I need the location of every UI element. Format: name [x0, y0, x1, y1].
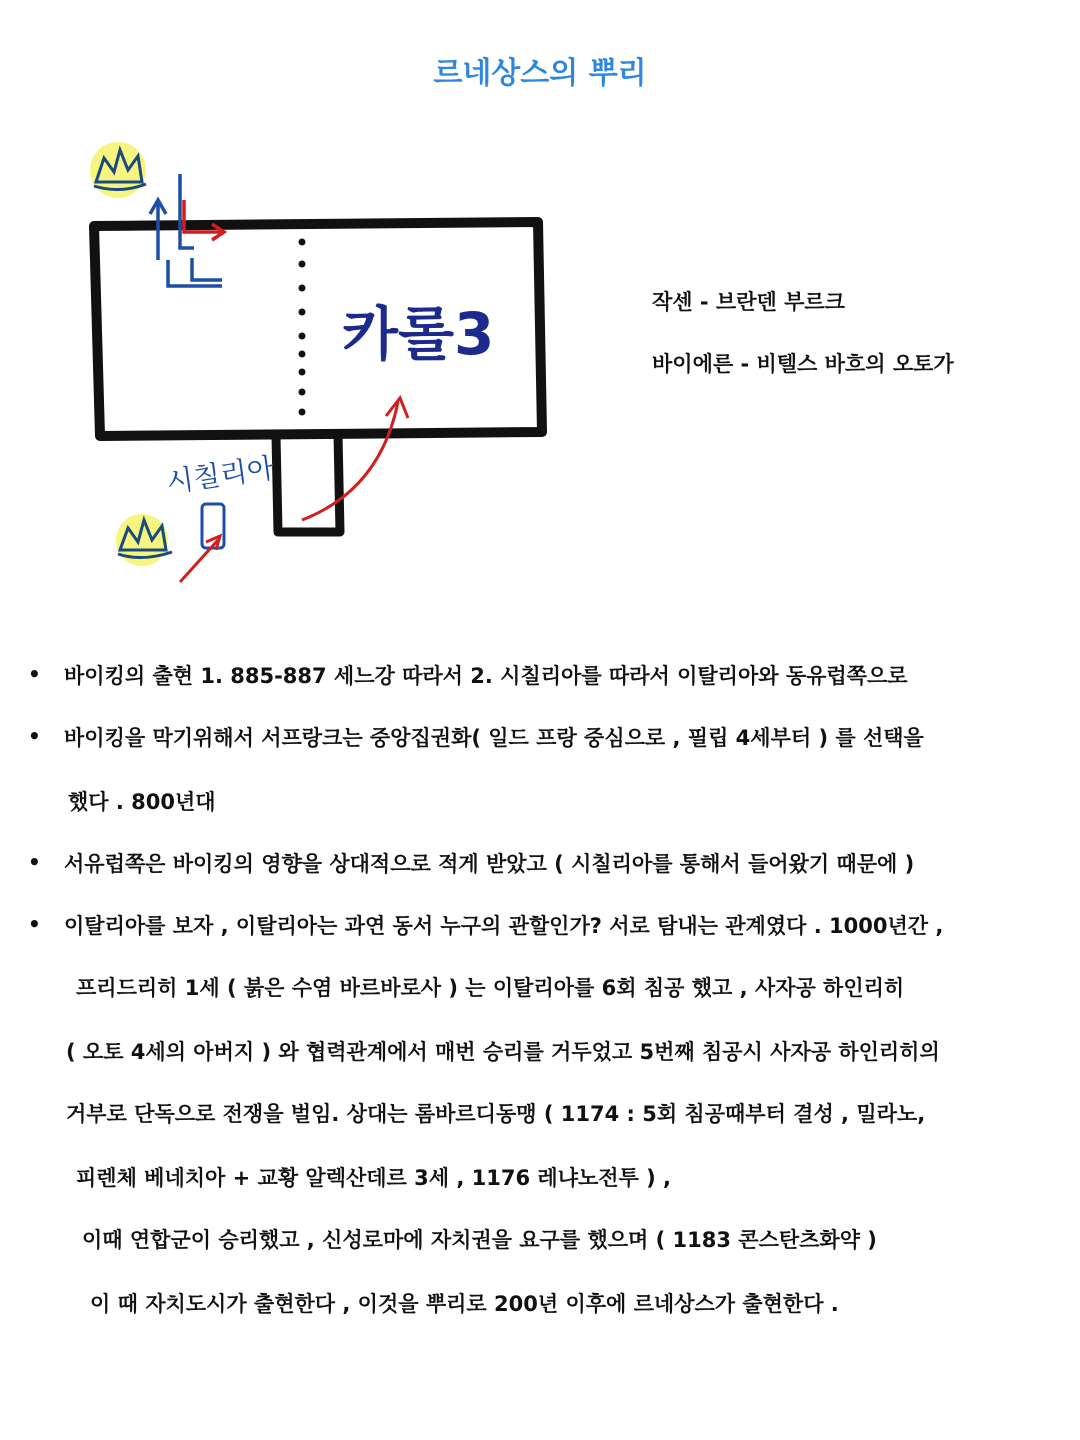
- bullet-dot: •: [28, 724, 41, 748]
- bullet-dot: •: [28, 850, 41, 874]
- note-bavaria: 바이에른 - 비텔스 바흐의 오토가: [652, 352, 954, 376]
- bullet-line: 이탈리아를 보자 , 이탈리아는 과연 동서 누구의 관할인가? 서로 탐내는 관계였다 . 1000년간 ,: [64, 914, 944, 938]
- bullet-line: 거부로 단독으로 전쟁을 벌임. 상대는 롬바르디동맹 ( 1174 : 5회 침공때부터 결성 , 밀라노,: [66, 1102, 926, 1126]
- page-title: 르네상스의 뿌리: [433, 56, 647, 91]
- bullet-line: 했다 . 800년대: [68, 790, 216, 814]
- bullet-line: 바이킹의 출현 1. 885-887 세느강 따라서 2. 시칠리아를 따라서 이탈리아와 동유럽쪽으로: [64, 664, 908, 688]
- bullet-line: 피렌체 베네치아 + 교황 알렉산데르 3세 , 1176 레냐노전투 ) ,: [76, 1166, 672, 1190]
- crown-icon-top: [90, 142, 146, 198]
- crown-icon-bottom: [116, 514, 172, 566]
- bullet-line: 이때 연합군이 승리했고 , 신성로마에 자치권을 요구를 했으며 ( 1183 콘스탄츠화약 ): [82, 1228, 877, 1252]
- bullet-line: ( 오토 4세의 아버지 ) 와 협력관계에서 매번 승리를 거두었고 5번째 침공시 사자공 하인리히의: [66, 1040, 940, 1064]
- dotted-divider: [299, 239, 306, 416]
- bullet-line: 바이킹을 막기위해서 서프랑크는 중앙집권화( 일드 프랑 중심으로 , 필립 4세부터 ) 를 선택을: [64, 726, 924, 750]
- bullet-line: 프리드리히 1세 ( 붉은 수염 바르바로사 ) 는 이탈리아를 6회 침공 했고 , 사자공 하인리히: [76, 976, 905, 1000]
- sicily-island: [202, 504, 224, 548]
- bullet-dot: •: [28, 912, 41, 936]
- sicily-label: 시칠리아: [164, 451, 277, 499]
- bullet-line: 이 때 자치도시가 출현한다 , 이것을 뿌리로 200년 이후에 르네상스가 출현한다 .: [90, 1292, 839, 1316]
- bullet-dot: •: [28, 662, 41, 686]
- note-saxon: 작센 - 브란덴 부르크: [652, 290, 845, 314]
- box-label: 카롤3: [342, 300, 495, 368]
- bullet-line: 서유럽쪽은 바이킹의 영향을 상대적으로 적게 받았고 ( 시칠리아를 통해서 들어왔기 때문에 ): [64, 852, 915, 876]
- map-diagram: [80, 140, 560, 600]
